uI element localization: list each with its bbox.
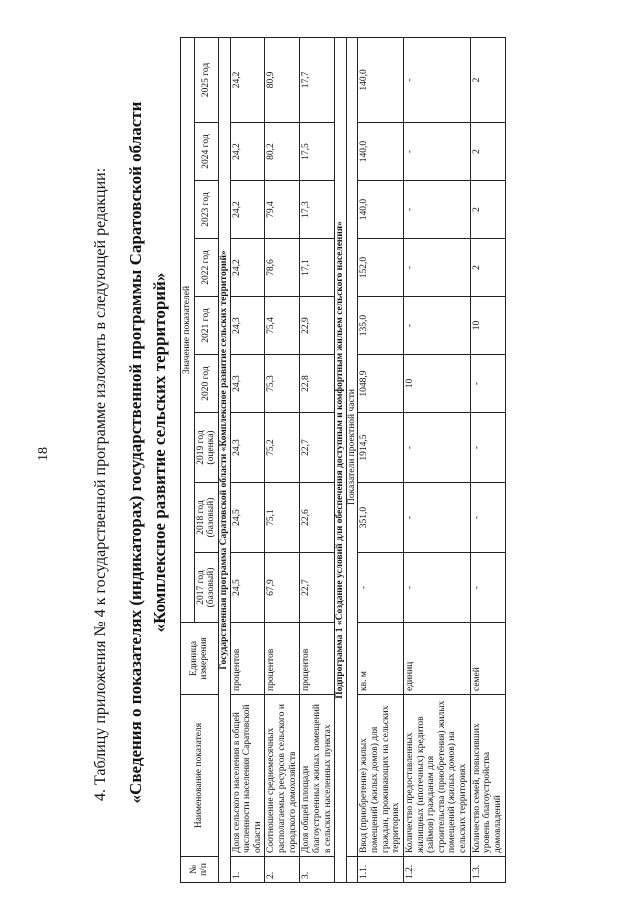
header-year: 2018 год (базовый) [194, 483, 218, 553]
row-value: - [403, 37, 470, 122]
row-value: - [403, 553, 470, 623]
page-number: 18 [36, 447, 51, 461]
row-value: 22,7 [300, 413, 335, 483]
row-value: - [470, 355, 505, 413]
row-value: 24,3 [230, 355, 265, 413]
row-name: Доля общей площади благоустроенных жилых помещений в сельских населенных пунктах [300, 695, 335, 857]
row-name: Ввод (приобретение) жилых помещений (жилых домов) для граждан, проживающих на сельских территориях [358, 695, 404, 857]
row-value: - [470, 553, 505, 623]
header-values: Значение показателей [181, 37, 195, 622]
row-unit: процентов [300, 623, 335, 695]
table-row [470, 37, 505, 882]
row-value: 75,3 [265, 355, 300, 413]
row-value: 24,5 [230, 483, 265, 553]
row-value: - [403, 181, 470, 239]
row-value: 17,5 [300, 123, 335, 181]
row-value: 24,2 [230, 37, 265, 122]
row-value: 1048,9 [358, 355, 404, 413]
header-row-1 [181, 37, 195, 882]
subsection-title: Показатели проектной части [346, 37, 358, 856]
section-title: Государственная программа Саратовской области «Комплексное развитие сельских территорий» [218, 37, 230, 882]
row-num: 1.3. [470, 857, 505, 883]
header-year: 2024 год [194, 123, 218, 181]
empty-cell [346, 857, 358, 883]
row-unit: процентов [230, 623, 265, 695]
row-value: 17,3 [300, 181, 335, 239]
row-num: 1.2. [403, 857, 470, 883]
row-value: 78,6 [265, 239, 300, 297]
row-name: Количество предоставленных жилищных (ипотечных) кредитов (займов) гражданам для строительства (приобретения) жилых помещений (жилых домов) на сельских территориях [403, 695, 470, 857]
row-name: Соотношение среднемесячных располагаемых ресурсов сельского и городского домохозяйств [265, 695, 300, 857]
row-num: 2. [265, 857, 300, 883]
row-value: 75,2 [265, 413, 300, 483]
row-value: 24,2 [230, 239, 265, 297]
row-unit: семей [470, 623, 505, 695]
header-year: 2023 год [194, 181, 218, 239]
row-value: 2 [470, 239, 505, 297]
row-value: 10 [403, 355, 470, 413]
row-value: 351,0 [358, 483, 404, 553]
row-value: 140,0 [358, 37, 404, 122]
row-value: 79,4 [265, 181, 300, 239]
section-row [335, 37, 347, 882]
row-name: Доля сельского населения в общей численности населения Саратовской области [230, 695, 265, 857]
header-year: 2017 год (базовый) [194, 553, 218, 623]
row-num: 1. [230, 857, 265, 883]
row-value: 17,7 [300, 37, 335, 122]
row-value: 22,7 [300, 553, 335, 623]
table-row [358, 37, 404, 882]
row-value: 24,5 [230, 553, 265, 623]
header-year: 2022 год [194, 239, 218, 297]
header-year: 2021 год [194, 297, 218, 355]
row-value: 10 [470, 297, 505, 355]
row-value: 22,6 [300, 483, 335, 553]
title-line-2: «Комплексное развитие сельских территорий» [150, 272, 169, 633]
row-value: - [470, 413, 505, 483]
header-year: 2019 год (оценка) [194, 413, 218, 483]
row-value: 135,0 [358, 297, 404, 355]
row-value: 67,9 [265, 553, 300, 623]
row-value: 80,9 [265, 37, 300, 122]
intro-text: 4. Таблицу приложения № 4 к государственной программе изложить в следующей редакции: [92, 167, 109, 801]
row-value: 1914,5 [358, 413, 404, 483]
row-name: Количество семей, повысивших уровень благоустройства домовладений [470, 695, 505, 857]
row-value: - [470, 483, 505, 553]
row-value: - [403, 483, 470, 553]
subsection-row [346, 37, 358, 882]
header-unit: Единица измерения [181, 623, 219, 695]
row-value: 17,1 [300, 239, 335, 297]
table-row [403, 37, 470, 882]
row-num: 1.1. [358, 857, 404, 883]
row-value: - [403, 239, 470, 297]
row-value: 80,2 [265, 123, 300, 181]
row-value: 24,3 [230, 297, 265, 355]
row-value: 24,3 [230, 413, 265, 483]
section-row [218, 37, 230, 882]
header-year: 2025 год [194, 37, 218, 122]
title-line-1: «Сведения о показателях (индикаторах) государственной программы Саратовской области [126, 101, 145, 804]
row-value: 75,4 [265, 297, 300, 355]
row-value: 140,0 [358, 123, 404, 181]
row-value: - [403, 413, 470, 483]
row-value: 2 [470, 181, 505, 239]
row-unit: единиц [403, 623, 470, 695]
row-value: 2 [470, 123, 505, 181]
row-value: 152,0 [358, 239, 404, 297]
row-value: 22,8 [300, 355, 335, 413]
table-row [265, 37, 300, 882]
row-value: 75,1 [265, 483, 300, 553]
table-row [230, 37, 265, 882]
header-year: 2020 год [194, 355, 218, 413]
table-row [300, 37, 335, 882]
row-value: 24,2 [230, 181, 265, 239]
header-name: Наименование показателя [181, 695, 219, 857]
indicators-table [180, 37, 506, 883]
row-value: 24,2 [230, 123, 265, 181]
row-value: - [403, 297, 470, 355]
section-title: Подпрограмма 1 «Создание условий для обеспечения доступным и комфортным жильем сельского населения» [335, 37, 347, 882]
row-value: 2 [470, 37, 505, 122]
row-value: 22,9 [300, 297, 335, 355]
row-num: 3. [300, 857, 335, 883]
row-value: 140,0 [358, 181, 404, 239]
row-value: - [403, 123, 470, 181]
header-num: № п/п [181, 857, 219, 883]
row-unit: кв. м [358, 623, 404, 695]
row-unit: процентов [265, 623, 300, 695]
row-value: - [358, 553, 404, 623]
